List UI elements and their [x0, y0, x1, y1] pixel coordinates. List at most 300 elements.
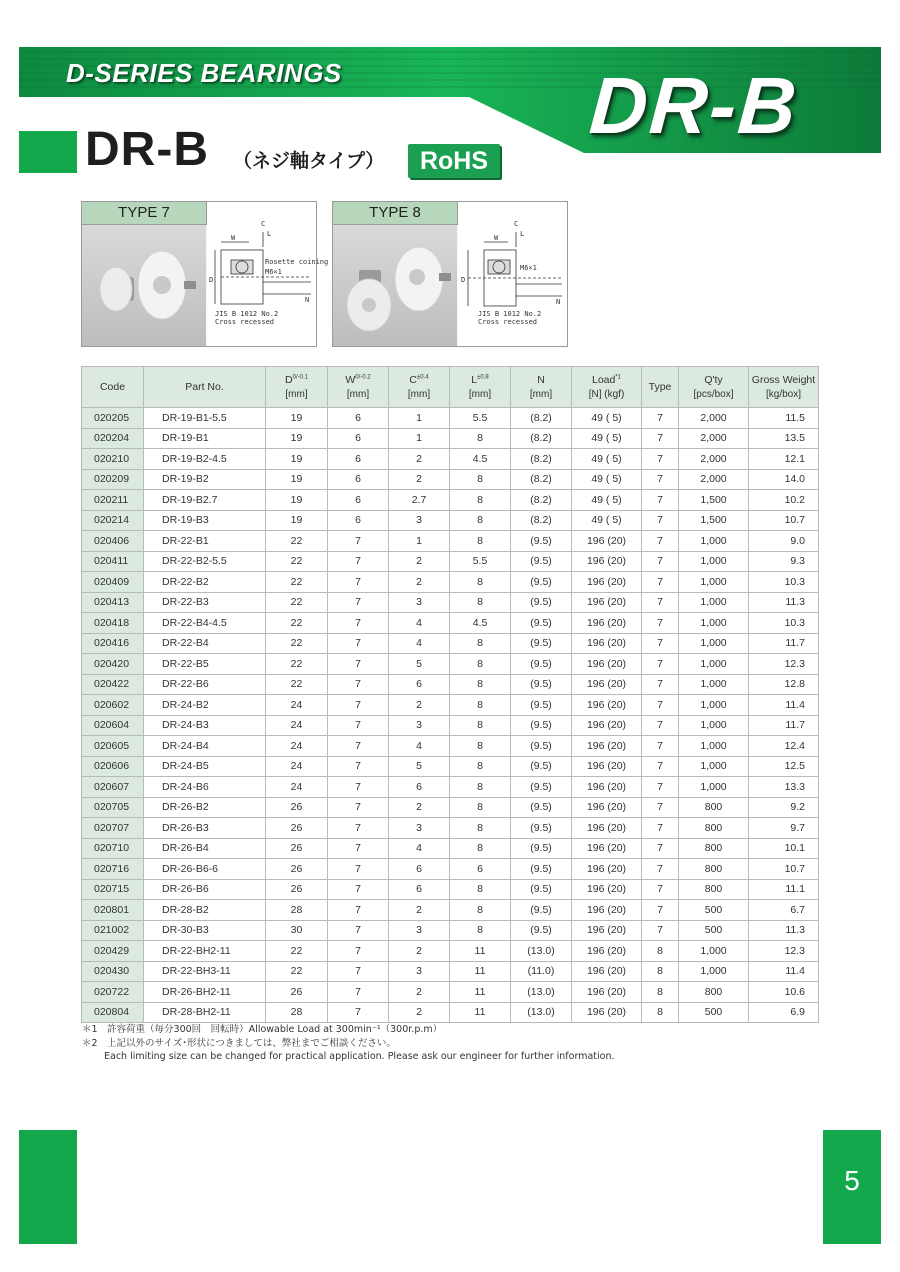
cell-c: 2	[389, 1002, 450, 1023]
cell-type: 7	[642, 818, 679, 839]
table-row	[82, 428, 819, 449]
cell-d: 24	[266, 777, 328, 798]
cell-code: 020205	[82, 408, 144, 429]
cell-n: (9.5)	[511, 715, 572, 736]
cell-w: 7	[328, 756, 389, 777]
cell-d: 24	[266, 715, 328, 736]
cell-w: 7	[328, 613, 389, 634]
cell-l: 8	[450, 736, 511, 757]
cell-code: 020211	[82, 490, 144, 511]
spec-table	[81, 366, 819, 1023]
cell-gw: 10.2	[749, 490, 819, 511]
table-row	[82, 531, 819, 552]
cell-w: 7	[328, 982, 389, 1003]
cell-load: 49 ( 5)	[572, 449, 642, 470]
cell-c: 6	[389, 777, 450, 798]
cell-l: 8	[450, 674, 511, 695]
footnote-3: Each limiting size can be changed for practical application. Please ask our engineer for further information.	[104, 1051, 615, 1062]
cell-part: DR-24-B5	[144, 756, 266, 777]
svg-text:D: D	[209, 276, 214, 284]
series-title: D-SERIES BEARINGS	[66, 58, 342, 88]
cell-w: 7	[328, 818, 389, 839]
cell-l: 11	[450, 982, 511, 1003]
cell-gw: 6.9	[749, 1002, 819, 1023]
cell-n: (9.5)	[511, 736, 572, 757]
cell-code: 020422	[82, 674, 144, 695]
rohs-badge: RoHS	[408, 144, 500, 178]
cell-c: 3	[389, 961, 450, 982]
cell-w: 6	[328, 428, 389, 449]
cell-type: 7	[642, 879, 679, 900]
bearing-photo-icon	[82, 225, 206, 346]
cell-load: 196 (20)	[572, 715, 642, 736]
cell-load: 196 (20)	[572, 592, 642, 613]
cell-code: 020716	[82, 859, 144, 880]
table-row	[82, 982, 819, 1003]
cell-w: 7	[328, 920, 389, 941]
cell-type: 7	[642, 572, 679, 593]
cell-load: 196 (20)	[572, 900, 642, 921]
cell-load: 196 (20)	[572, 695, 642, 716]
cell-qty: 1,000	[679, 633, 749, 654]
footer-accent-left	[19, 1130, 77, 1244]
svg-text:C: C	[514, 220, 519, 228]
cell-part: DR-22-B2-5.5	[144, 551, 266, 572]
bearing-photo-icon	[333, 225, 457, 346]
cell-n: (8.2)	[511, 469, 572, 490]
cell-l: 8	[450, 572, 511, 593]
cell-c: 6	[389, 879, 450, 900]
cell-l: 8	[450, 756, 511, 777]
cell-w: 6	[328, 490, 389, 511]
cell-c: 4	[389, 736, 450, 757]
cell-code: 020710	[82, 838, 144, 859]
cell-l: 8	[450, 838, 511, 859]
cell-n: (9.5)	[511, 633, 572, 654]
cell-part: DR-26-B4	[144, 838, 266, 859]
cell-part: DR-19-B3	[144, 510, 266, 531]
cell-w: 6	[328, 469, 389, 490]
cell-c: 1	[389, 531, 450, 552]
cell-qty: 2,000	[679, 408, 749, 429]
cell-part: DR-19-B2	[144, 469, 266, 490]
cell-gw: 11.3	[749, 592, 819, 613]
cell-type: 7	[642, 777, 679, 798]
cell-qty: 500	[679, 920, 749, 941]
cell-n: (9.5)	[511, 674, 572, 695]
cell-l: 8	[450, 818, 511, 839]
cell-qty: 1,000	[679, 674, 749, 695]
cell-gw: 14.0	[749, 469, 819, 490]
cell-c: 3	[389, 510, 450, 531]
svg-text:Cross recessed: Cross recessed	[215, 318, 275, 326]
cell-d: 22	[266, 572, 328, 593]
cell-code: 020801	[82, 900, 144, 921]
cell-w: 7	[328, 592, 389, 613]
table-row	[82, 449, 819, 470]
cell-gw: 9.2	[749, 797, 819, 818]
cell-d: 24	[266, 695, 328, 716]
cell-code: 020418	[82, 613, 144, 634]
cell-part: DR-24-B3	[144, 715, 266, 736]
cell-l: 5.5	[450, 551, 511, 572]
cell-load: 196 (20)	[572, 736, 642, 757]
table-row	[82, 961, 819, 982]
cell-c: 4	[389, 838, 450, 859]
cell-load: 49 ( 5)	[572, 490, 642, 511]
cell-d: 22	[266, 531, 328, 552]
cell-part: DR-22-B4	[144, 633, 266, 654]
table-row	[82, 592, 819, 613]
cell-w: 7	[328, 715, 389, 736]
col-part-no: Part No.	[144, 367, 266, 408]
cell-qty: 1,500	[679, 490, 749, 511]
svg-text:L: L	[520, 230, 525, 238]
cell-d: 19	[266, 510, 328, 531]
cell-code: 020416	[82, 633, 144, 654]
cell-d: 28	[266, 900, 328, 921]
cell-gw: 10.7	[749, 510, 819, 531]
cell-d: 22	[266, 654, 328, 675]
cell-w: 6	[328, 510, 389, 531]
cell-type: 8	[642, 941, 679, 962]
cell-w: 7	[328, 674, 389, 695]
cell-part: DR-22-B3	[144, 592, 266, 613]
cell-load: 196 (20)	[572, 879, 642, 900]
cell-gw: 6.7	[749, 900, 819, 921]
cell-d: 24	[266, 736, 328, 757]
cell-w: 7	[328, 777, 389, 798]
cell-code: 020722	[82, 982, 144, 1003]
cell-c: 2	[389, 797, 450, 818]
cell-n: (8.2)	[511, 408, 572, 429]
cell-c: 2	[389, 449, 450, 470]
cell-l: 8	[450, 654, 511, 675]
cell-code: 020409	[82, 572, 144, 593]
cell-qty: 1,000	[679, 531, 749, 552]
cell-c: 5	[389, 756, 450, 777]
cell-part: DR-22-B1	[144, 531, 266, 552]
cell-n: (8.2)	[511, 490, 572, 511]
table-row	[82, 797, 819, 818]
cell-part: DR-19-B2-4.5	[144, 449, 266, 470]
cell-c: 2	[389, 695, 450, 716]
cell-type: 7	[642, 695, 679, 716]
cell-type: 7	[642, 613, 679, 634]
cell-l: 8	[450, 695, 511, 716]
cell-code: 020705	[82, 797, 144, 818]
cell-load: 196 (20)	[572, 756, 642, 777]
svg-text:M6×1: M6×1	[265, 268, 282, 276]
cell-n: (9.5)	[511, 695, 572, 716]
cell-w: 7	[328, 551, 389, 572]
cell-n: (9.5)	[511, 797, 572, 818]
table-row	[82, 613, 819, 634]
cell-qty: 1,500	[679, 510, 749, 531]
spec-table-body	[82, 408, 819, 1023]
cell-d: 26	[266, 879, 328, 900]
cell-code: 020804	[82, 1002, 144, 1023]
svg-text:N: N	[556, 298, 561, 306]
cell-c: 2	[389, 551, 450, 572]
cell-c: 2.7	[389, 490, 450, 511]
cell-w: 7	[328, 941, 389, 962]
cell-qty: 800	[679, 818, 749, 839]
cell-gw: 10.3	[749, 613, 819, 634]
cell-code: 020606	[82, 756, 144, 777]
cell-w: 7	[328, 633, 389, 654]
col-n: N [mm]	[511, 367, 572, 408]
cell-qty: 1,000	[679, 572, 749, 593]
cell-type: 7	[642, 490, 679, 511]
cell-qty: 2,000	[679, 428, 749, 449]
cell-d: 19	[266, 408, 328, 429]
cell-qty: 500	[679, 1002, 749, 1023]
cell-part: DR-22-BH2-11	[144, 941, 266, 962]
cell-qty: 1,000	[679, 695, 749, 716]
cell-type: 7	[642, 859, 679, 880]
cell-l: 8	[450, 715, 511, 736]
cell-gw: 10.7	[749, 859, 819, 880]
cell-type: 7	[642, 736, 679, 757]
cell-code: 020411	[82, 551, 144, 572]
cell-c: 1	[389, 428, 450, 449]
bearing-drawing-icon	[207, 202, 329, 346]
cell-qty: 1,000	[679, 551, 749, 572]
type8-photo	[333, 225, 457, 346]
cell-type: 7	[642, 674, 679, 695]
cell-c: 6	[389, 674, 450, 695]
cell-code: 020707	[82, 818, 144, 839]
cell-part: DR-22-B5	[144, 654, 266, 675]
table-row	[82, 654, 819, 675]
cell-n: (9.5)	[511, 818, 572, 839]
cell-gw: 13.5	[749, 428, 819, 449]
cell-qty: 800	[679, 797, 749, 818]
cell-type: 7	[642, 551, 679, 572]
cell-qty: 800	[679, 982, 749, 1003]
table-row	[82, 695, 819, 716]
cell-qty: 1,000	[679, 613, 749, 634]
cell-d: 22	[266, 592, 328, 613]
cell-c: 3	[389, 715, 450, 736]
cell-code: 020607	[82, 777, 144, 798]
cell-part: DR-28-BH2-11	[144, 1002, 266, 1023]
cell-part: DR-26-B6	[144, 879, 266, 900]
cell-type: 7	[642, 900, 679, 921]
cell-d: 26	[266, 818, 328, 839]
heading-accent-box	[19, 131, 77, 173]
cell-gw: 12.1	[749, 449, 819, 470]
cell-gw: 9.0	[749, 531, 819, 552]
table-row	[82, 736, 819, 757]
cell-l: 8	[450, 469, 511, 490]
cell-load: 196 (20)	[572, 654, 642, 675]
cell-c: 2	[389, 900, 450, 921]
cell-gw: 9.7	[749, 818, 819, 839]
cell-code: 020204	[82, 428, 144, 449]
cell-n: (13.0)	[511, 982, 572, 1003]
cell-l: 8	[450, 777, 511, 798]
svg-text:JIS B 1012 No.2: JIS B 1012 No.2	[215, 310, 279, 318]
table-row	[82, 715, 819, 736]
cell-c: 4	[389, 613, 450, 634]
cell-n: (9.5)	[511, 592, 572, 613]
cell-load: 196 (20)	[572, 838, 642, 859]
cell-type: 7	[642, 838, 679, 859]
footnote-2: ＊2 上記以外のサイズ･形状につきましては、弊社までご相談ください。	[82, 1037, 396, 1049]
cell-part: DR-19-B1	[144, 428, 266, 449]
col-c: $C^{\pm 0.4}$ [mm]	[389, 367, 450, 408]
cell-part: DR-22-B4-4.5	[144, 613, 266, 634]
cell-n: (9.5)	[511, 613, 572, 634]
cell-c: 1	[389, 408, 450, 429]
cell-load: 196 (20)	[572, 920, 642, 941]
cell-l: 11	[450, 1002, 511, 1023]
cell-d: 19	[266, 449, 328, 470]
cell-gw: 13.3	[749, 777, 819, 798]
cell-d: 19	[266, 428, 328, 449]
cell-code: 020602	[82, 695, 144, 716]
cell-gw: 9.3	[749, 551, 819, 572]
table-row	[82, 859, 819, 880]
cell-c: 2	[389, 572, 450, 593]
cell-n: (9.5)	[511, 531, 572, 552]
cell-c: 4	[389, 633, 450, 654]
table-row	[82, 1002, 819, 1023]
page-number: 5	[844, 1165, 860, 1196]
type8-panel	[332, 201, 568, 347]
cell-c: 3	[389, 818, 450, 839]
cell-gw: 12.3	[749, 941, 819, 962]
svg-text:D: D	[461, 276, 466, 284]
cell-gw: 11.7	[749, 715, 819, 736]
cell-n: (9.5)	[511, 900, 572, 921]
table-header-row	[82, 367, 819, 408]
cell-gw: 10.1	[749, 838, 819, 859]
cell-n: (8.2)	[511, 510, 572, 531]
col-l: $L^{\pm 0.8}$ [mm]	[450, 367, 511, 408]
cell-load: 49 ( 5)	[572, 469, 642, 490]
type7-drawing	[207, 202, 329, 346]
cell-part: DR-26-B2	[144, 797, 266, 818]
model-banner-title: DR-B	[586, 61, 802, 150]
page-title: DR-B	[85, 123, 209, 176]
cell-qty: 1,000	[679, 715, 749, 736]
cell-l: 8	[450, 531, 511, 552]
cell-qty: 2,000	[679, 449, 749, 470]
type7-label: TYPE 7	[82, 202, 207, 225]
cell-d: 26	[266, 859, 328, 880]
cell-l: 8	[450, 592, 511, 613]
cell-d: 26	[266, 797, 328, 818]
cell-qty: 2,000	[679, 469, 749, 490]
cell-type: 7	[642, 510, 679, 531]
table-row	[82, 510, 819, 531]
cell-gw: 11.7	[749, 633, 819, 654]
cell-d: 22	[266, 961, 328, 982]
cell-type: 7	[642, 592, 679, 613]
cell-c: 3	[389, 920, 450, 941]
cell-gw: 12.3	[749, 654, 819, 675]
cell-l: 6	[450, 859, 511, 880]
svg-text:JIS B 1012 No.2: JIS B 1012 No.2	[478, 310, 542, 318]
cell-w: 7	[328, 797, 389, 818]
cell-d: 22	[266, 941, 328, 962]
cell-d: 26	[266, 838, 328, 859]
cell-gw: 11.5	[749, 408, 819, 429]
cell-d: 22	[266, 674, 328, 695]
type8-drawing	[458, 202, 567, 346]
cell-qty: 1,000	[679, 592, 749, 613]
svg-text:N: N	[305, 296, 310, 304]
cell-n: (9.5)	[511, 777, 572, 798]
cell-d: 28	[266, 1002, 328, 1023]
cell-n: (8.2)	[511, 449, 572, 470]
table-row	[82, 941, 819, 962]
cell-code: 021002	[82, 920, 144, 941]
cell-part: DR-30-B3	[144, 920, 266, 941]
cell-code: 020430	[82, 961, 144, 982]
cell-load: 196 (20)	[572, 941, 642, 962]
col-code: Code	[82, 367, 144, 408]
cell-type: 8	[642, 1002, 679, 1023]
cell-part: DR-24-B2	[144, 695, 266, 716]
cell-part: DR-19-B2.7	[144, 490, 266, 511]
cell-n: (9.5)	[511, 879, 572, 900]
cell-d: 30	[266, 920, 328, 941]
table-row	[82, 756, 819, 777]
cell-w: 7	[328, 572, 389, 593]
cell-gw: 12.8	[749, 674, 819, 695]
cell-d: 24	[266, 756, 328, 777]
cell-n: (9.5)	[511, 756, 572, 777]
cell-gw: 10.3	[749, 572, 819, 593]
type8-label: TYPE 8	[333, 202, 458, 225]
cell-n: (13.0)	[511, 1002, 572, 1023]
col-qty: Q'ty [pcs/box]	[679, 367, 749, 408]
col-d: $D^{0/-0.1}$ [mm]	[266, 367, 328, 408]
cell-w: 7	[328, 900, 389, 921]
type7-photo	[82, 225, 206, 346]
cell-w: 7	[328, 736, 389, 757]
cell-type: 7	[642, 715, 679, 736]
cell-gw: 11.4	[749, 961, 819, 982]
cell-d: 22	[266, 551, 328, 572]
bearing-drawing-icon	[458, 202, 567, 346]
cell-n: (9.5)	[511, 551, 572, 572]
cell-l: 11	[450, 941, 511, 962]
cell-w: 7	[328, 1002, 389, 1023]
cell-w: 6	[328, 408, 389, 429]
cell-qty: 1,000	[679, 941, 749, 962]
cell-load: 196 (20)	[572, 572, 642, 593]
cell-part: DR-26-B3	[144, 818, 266, 839]
svg-text:Cross recessed: Cross recessed	[478, 318, 538, 326]
cell-l: 8	[450, 920, 511, 941]
svg-text:L: L	[267, 230, 272, 238]
cell-load: 196 (20)	[572, 797, 642, 818]
cell-n: (9.5)	[511, 838, 572, 859]
cell-w: 7	[328, 531, 389, 552]
cell-load: 49 ( 5)	[572, 428, 642, 449]
cell-c: 6	[389, 859, 450, 880]
cell-c: 5	[389, 654, 450, 675]
cell-n: (9.5)	[511, 654, 572, 675]
cell-part: DR-26-B6-6	[144, 859, 266, 880]
cell-code: 020210	[82, 449, 144, 470]
cell-qty: 800	[679, 879, 749, 900]
